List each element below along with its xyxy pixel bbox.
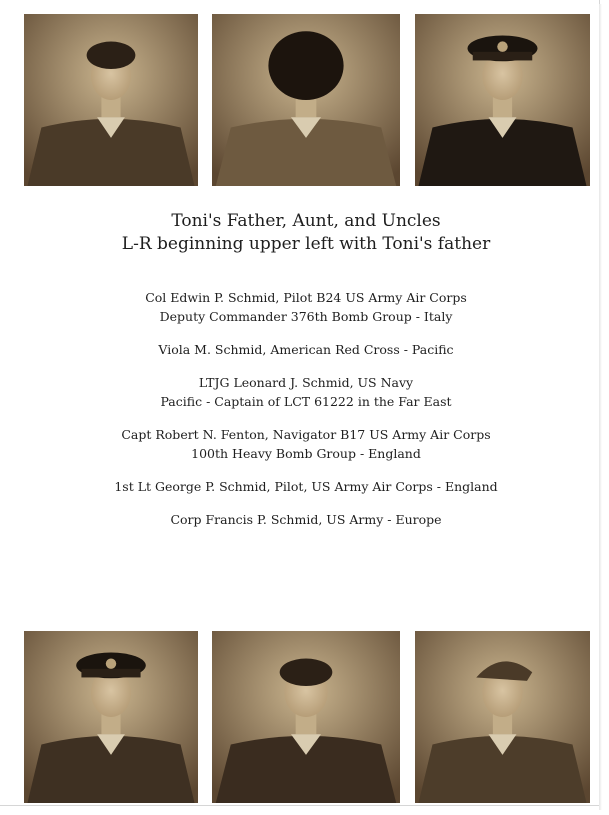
portrait-icon — [212, 14, 400, 186]
entry-george-schmid — [0, 477, 609, 496]
portrait-icon — [24, 14, 198, 186]
portrait-photo-viola-schmid — [212, 14, 400, 186]
entry-viola-schmid — [0, 340, 609, 359]
portrait-photo-george-schmid — [212, 631, 400, 803]
entry-robert-fenton — [0, 425, 609, 463]
entry-line: 100th Heavy Bomb Group - England — [191, 446, 421, 461]
hair-icon — [268, 31, 343, 100]
caption-block — [0, 210, 609, 543]
portrait-icon — [212, 631, 400, 803]
entry-francis-schmid — [0, 510, 609, 529]
portrait-icon — [415, 631, 590, 803]
entry-line: LTJG Leonard J. Schmid, US Navy — [198, 375, 414, 390]
portrait-photo-edwin-schmid — [24, 14, 198, 186]
entry-line: Pacific - Captain of LCT 61222 in the Far East — [160, 394, 452, 409]
entry-edwin-schmid — [0, 288, 609, 326]
title-line-1: Toni's Father, Aunt, and Uncles — [171, 211, 441, 231]
portrait-photo-leonard-schmid — [415, 14, 590, 186]
entries-list — [0, 288, 609, 529]
portrait-icon — [415, 14, 590, 186]
entry-line: Viola M. Schmid, American Red Cross - Pacific — [158, 342, 454, 357]
portrait-photo-francis-schmid — [415, 631, 590, 803]
entry-line: Capt Robert N. Fenton, Navigator B17 US Army Air Corps — [121, 427, 491, 442]
entry-line: Deputy Commander 376th Bomb Group - Italy — [159, 309, 453, 324]
entry-leonard-schmid — [0, 373, 609, 411]
hair-icon — [280, 659, 333, 687]
title-line-2: L-R beginning upper left with Toni's father — [121, 234, 491, 254]
entry-line: Col Edwin P. Schmid, Pilot B24 US Army Air Corps — [145, 290, 467, 305]
portrait-icon — [24, 631, 198, 803]
hair-icon — [87, 42, 136, 70]
portrait-photo-robert-fenton — [24, 631, 198, 803]
page-shadow — [599, 4, 602, 810]
entry-line: Corp Francis P. Schmid, US Army - Europe — [170, 512, 442, 527]
entry-line: 1st Lt George P. Schmid, Pilot, US Army Air Corps - England — [114, 479, 498, 494]
